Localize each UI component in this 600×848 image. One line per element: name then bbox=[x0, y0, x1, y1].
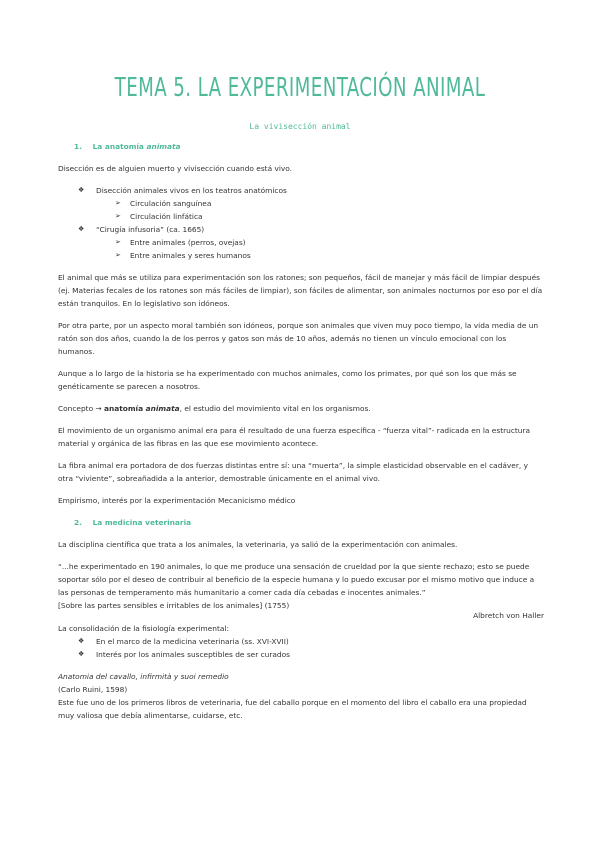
list-item-text: Disección animales vivos en los teatros anatómicos bbox=[96, 186, 287, 195]
paragraph-fibra: La fibra animal era portadora de dos fuerzas distintas entre sí: una “muerta”, la simple elasticidad observable en el cadáver, y otra “viviente”, sobreañadida a la anterior, demostrable únicamente en el animal vivo. bbox=[58, 461, 528, 483]
list-item bbox=[58, 648, 544, 661]
quote-source: [Sobre las partes sensibles e irritables de los animales] (1755) bbox=[58, 601, 290, 610]
section-2-number: 2. bbox=[74, 518, 82, 527]
list-item-text: Entre animales y seres humanos bbox=[130, 251, 251, 260]
book-author: (Carlo Ruini, 1598) bbox=[58, 685, 128, 694]
paragraph-disciplina: La disciplina científica que trata a los animales, la veterinaria, ya salió de la experimentación con animales. bbox=[58, 540, 458, 549]
document-body bbox=[58, 140, 544, 731]
concepto-bold: anatomía bbox=[103, 404, 146, 413]
paragraph-ratones: El animal que más se utiliza para experimentación son los ratones; son pequeños, fácil de manejar y más fácil de limpiar después (ej. Materias fecales de los ratones son más fáciles de limpiar), son fáciles de alimentar, son animales nocturnos por eso por el día están tranquilos. En lo legislativo son idóneos. bbox=[58, 273, 543, 308]
quote-text: “...he experimentado en 190 animales, lo que me produce una sensación de crueldad por la que siente rechazo; esto se puede soportar sólo por el deseo de contribuir al beneficio de la especie humana y lo puedo excusar por el mismo motivo que induce a las personas de temperamento más humanitario a comer cada día cebadas e inocentes animales.” bbox=[58, 562, 535, 597]
section-2-label: La medicina veterinaria bbox=[92, 518, 192, 527]
concepto-prefix: Concepto → bbox=[58, 404, 104, 413]
concepto-bold-italic: animata bbox=[145, 404, 180, 413]
list-item bbox=[58, 236, 544, 249]
bullet-list-2 bbox=[58, 635, 544, 661]
paragraph-concepto bbox=[58, 402, 544, 415]
paragraph-primates: Aunque a lo largo de la historia se ha experimentado con muchos animales, como los primates, por qué son los que más se genéticamente se parecen a nosotros. bbox=[58, 369, 517, 391]
arrow-bullet-icon: ➢ bbox=[115, 251, 121, 259]
list-item-text: Entre animales (perros, ovejas) bbox=[130, 238, 246, 247]
list-item-text: Circulación linfática bbox=[130, 212, 203, 221]
section-1-label-italic: animata bbox=[146, 142, 181, 151]
list-item bbox=[58, 223, 544, 236]
paragraph-empirismo: Empirismo, interés por la experimentación Mecanicismo médico bbox=[58, 496, 296, 505]
arrow-bullet-icon: ➢ bbox=[115, 199, 121, 207]
page-title: TEMA 5. LA EXPERIMENTACIÓN ANIMAL bbox=[114, 73, 486, 103]
list-item bbox=[58, 210, 544, 223]
paragraph-moral: Por otra parte, por un aspecto moral también son idóneos, porque son animales que viven muy poco tiempo, la vida media de un ratón son dos años, cuando la de los perros y gatos son más de 10 años, además no tienen un vínculo emocional con los humanos. bbox=[58, 321, 539, 356]
diamond-bullet-icon: ❖ bbox=[78, 225, 85, 233]
quote-author: Albretch von Haller bbox=[473, 611, 544, 620]
book-title-text: Anatomia del cavallo, infirmità y suoi remedio bbox=[58, 672, 229, 681]
page-subtitle: La vivisección animal bbox=[249, 122, 351, 131]
diamond-bullet-icon: ❖ bbox=[78, 186, 85, 194]
list-item bbox=[58, 635, 544, 648]
bullet-list-1 bbox=[58, 184, 544, 262]
paragraph-diseccion: Disección es de alguien muerto y vivisección cuando está vivo. bbox=[58, 164, 292, 173]
section-1-number: 1. bbox=[74, 142, 82, 151]
section-1-label: La anatomía bbox=[92, 142, 144, 151]
arrow-bullet-icon: ➢ bbox=[115, 238, 121, 246]
list-item bbox=[58, 249, 544, 262]
section-1-heading bbox=[58, 140, 544, 153]
concepto-rest: , el estudio del movimiento vital en los organismos. bbox=[179, 404, 371, 413]
arrow-bullet-icon: ➢ bbox=[115, 212, 121, 220]
diamond-bullet-icon: ❖ bbox=[78, 650, 85, 658]
book-title bbox=[58, 670, 544, 683]
list-item-text: Interés por los animales susceptibles de ser curados bbox=[96, 650, 290, 659]
diamond-bullet-icon: ❖ bbox=[78, 637, 85, 645]
paragraph-consolidacion: La consolidación de la fisiología experimental: bbox=[58, 624, 229, 633]
list-item bbox=[58, 197, 544, 210]
list-item-text: En el marco de la medicina veterinaria (ss. XVI-XVII) bbox=[96, 637, 289, 646]
section-2-heading bbox=[58, 516, 544, 529]
list-item-text: “Cirugía infusoria” (ca. 1665) bbox=[96, 225, 205, 234]
book-description: Este fue uno de los primeros libros de veterinaria, fue del caballo porque en el momento del libro el caballo era una propiedad muy valiosa que debía alimentarse, cuidarse, etc. bbox=[58, 698, 527, 720]
list-item-text: Circulación sanguínea bbox=[130, 199, 212, 208]
list-item bbox=[58, 184, 544, 197]
paragraph-movimiento: El movimiento de un organismo animal era para él resultado de una fuerza específica - “fuerza vital”- radicada en la estructura material y orgánica de las fibras en las que ese movimiento acontece. bbox=[58, 426, 531, 448]
